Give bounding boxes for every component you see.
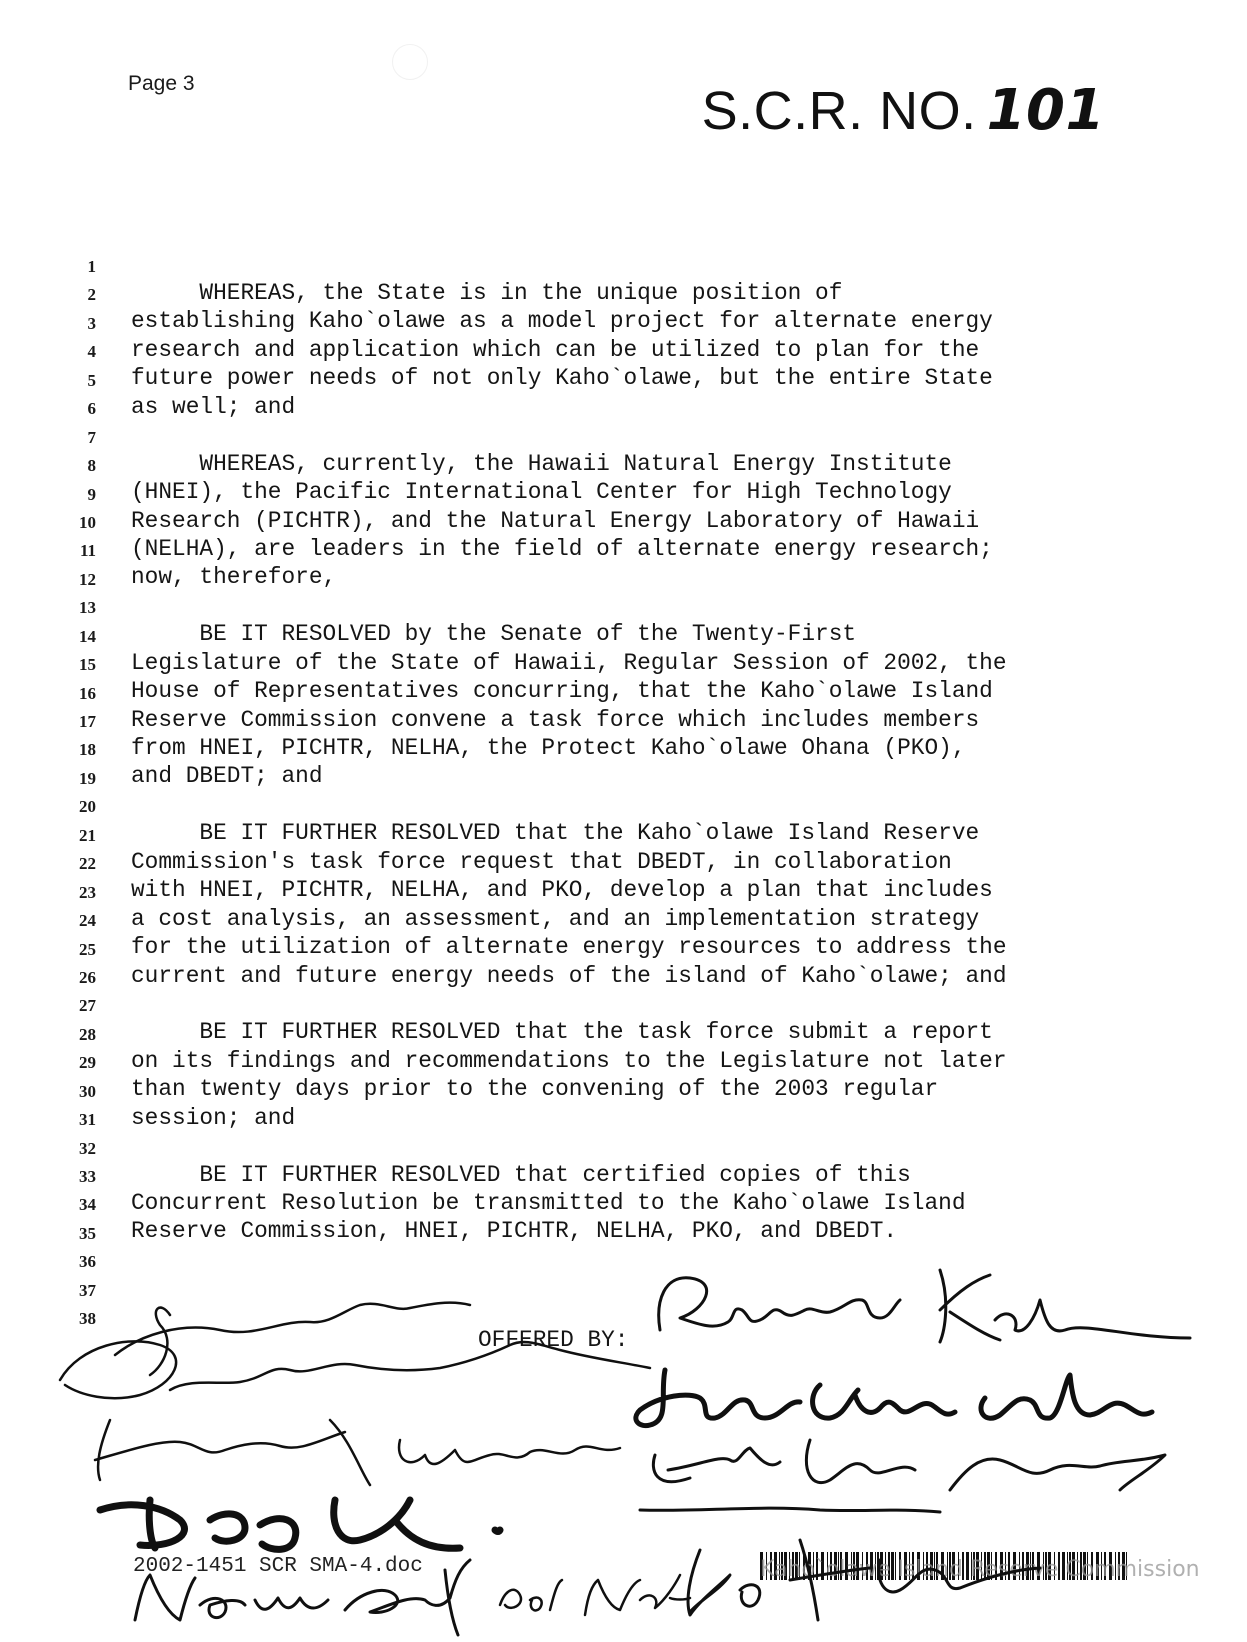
line-number: 22 xyxy=(79,854,96,874)
text-line: than twenty days prior to the convening of the 2003 regular xyxy=(131,1076,939,1103)
line-number: 20 xyxy=(79,797,96,817)
text-line: as well; and xyxy=(131,393,296,420)
line-number: 26 xyxy=(79,967,96,987)
text-line: Research (PICHTR), and the Natural Energy Laboratory of Hawaii xyxy=(131,507,980,534)
line-number: 16 xyxy=(79,683,96,703)
line-number: 23 xyxy=(79,882,96,902)
text-line: Legislature of the State of Hawaii, Regular Session of 2002, the xyxy=(131,649,1007,676)
line-number: 24 xyxy=(79,911,96,931)
text-line: Reserve Commission, HNEI, PICHTR, NELHA, PKO, and DBEDT. xyxy=(131,1218,898,1245)
line-number: 36 xyxy=(79,1252,96,1272)
line-number: 7 xyxy=(87,427,96,447)
signature-8 xyxy=(500,1575,690,1615)
signature-5 xyxy=(95,1420,620,1485)
line-number: 4 xyxy=(87,342,96,362)
line-number: 33 xyxy=(79,1167,96,1186)
text-line: (HNEI), the Pacific International Center for High Technology xyxy=(131,479,952,506)
line-number: 10 xyxy=(79,512,96,532)
signature-2 xyxy=(636,1370,1152,1426)
line-number: 29 xyxy=(79,1053,96,1073)
text-line: future power needs of not only Kaho`olawe, but the entire State xyxy=(131,365,993,392)
text-line: BE IT FURTHER RESOLVED that the task force submit a report xyxy=(131,1019,993,1046)
text-line: research and application which can be utilized to plan for the xyxy=(131,336,980,363)
text-line: WHEREAS, the State is in the unique position of xyxy=(131,280,843,306)
resolution-prefix: S.C.R. NO. xyxy=(701,81,977,141)
resolution-number-value: 101 xyxy=(986,78,1105,143)
document-id: 2002-1451 SCR SMA-4.doc xyxy=(133,1555,423,1578)
text-line: WHEREAS, currently, the Hawaii Natural Energy Institute xyxy=(131,450,952,477)
text-line: (NELHA), are leaders in the field of alternate energy research; xyxy=(131,535,993,562)
line-number: 12 xyxy=(79,569,96,589)
text-line: now, therefore, xyxy=(131,564,337,591)
line-number: 34 xyxy=(79,1195,96,1215)
line-number: 17 xyxy=(79,712,96,731)
line-number: 14 xyxy=(79,626,96,646)
resolution-paragraph xyxy=(131,450,1131,592)
line-number-column xyxy=(62,253,96,1334)
line-number: 31 xyxy=(79,1110,96,1130)
line-number: 25 xyxy=(79,939,96,959)
archive-watermark: Kaho`olawe Island Reserve Commission xyxy=(760,1557,1200,1582)
line-number: 1 xyxy=(87,257,96,276)
text-line: Reserve Commission convene a task force which includes members xyxy=(131,706,980,733)
line-number: 11 xyxy=(79,541,96,561)
text-line: Commission's task force request that DBEDT, in collaboration xyxy=(131,848,952,875)
line-number: 32 xyxy=(79,1138,96,1158)
resolution-body xyxy=(131,279,1131,1246)
line-number: 30 xyxy=(79,1081,96,1101)
line-number: 18 xyxy=(79,740,96,760)
text-line: establishing Kaho`olawe as a model project for alternate energy xyxy=(131,308,993,335)
line-number: 8 xyxy=(87,456,96,476)
resolution-paragraph xyxy=(131,620,1131,791)
line-number: 9 xyxy=(87,484,96,504)
text-line: BE IT RESOLVED by the Senate of the Twenty-First xyxy=(131,621,857,648)
text-line: for the utilization of alternate energy resources to address the xyxy=(131,934,1007,961)
offered-by-label: OFFERED BY: xyxy=(478,1327,629,1353)
text-line: BE IT FURTHER RESOLVED that certified copies of this xyxy=(131,1161,911,1188)
text-line: from HNEI, PICHTR, NELHA, the Protect Kaho`olawe Ohana (PKO), xyxy=(131,735,966,761)
line-number: 28 xyxy=(79,1024,96,1044)
punch-hole-mark xyxy=(392,44,428,80)
text-line: a cost analysis, an assessment, and an implementation strategy xyxy=(131,905,980,932)
line-number: 19 xyxy=(79,768,96,788)
text-line: and DBEDT; and xyxy=(131,763,323,790)
text-line: session; and xyxy=(131,1104,296,1131)
signature-3 xyxy=(640,1440,1165,1512)
line-number: 6 xyxy=(87,399,96,419)
line-number: 15 xyxy=(79,655,96,675)
resolution-paragraph xyxy=(131,1161,1131,1246)
resolution-paragraph xyxy=(131,279,1131,421)
line-number: 2 xyxy=(87,285,96,305)
line-number: 27 xyxy=(79,996,96,1016)
line-number: 35 xyxy=(79,1223,96,1243)
signature-6 xyxy=(100,1500,500,1549)
text-line: Concurrent Resolution be transmitted to the Kaho`olawe Island xyxy=(131,1190,966,1216)
resolution-paragraph xyxy=(131,819,1131,990)
line-number: 3 xyxy=(87,313,96,333)
signature-1 xyxy=(659,1270,1190,1342)
line-number: 21 xyxy=(79,825,96,845)
text-line: on its findings and recommendations to the Legislature not later xyxy=(131,1047,1007,1074)
line-number: 37 xyxy=(79,1280,96,1300)
resolution-number xyxy=(702,78,1105,143)
page-label: Page 3 xyxy=(128,72,195,95)
text-line: with HNEI, PICHTR, NELHA, and PKO, develop a plan that includes xyxy=(131,877,993,904)
text-line: House of Representatives concurring, that the Kaho`olawe Island xyxy=(131,678,993,705)
line-number: 5 xyxy=(87,370,96,390)
line-number: 13 xyxy=(79,598,96,618)
text-line: BE IT FURTHER RESOLVED that the Kaho`olawe Island Reserve xyxy=(131,820,980,847)
line-number: 38 xyxy=(79,1309,96,1329)
resolution-paragraph xyxy=(131,1018,1131,1132)
text-line: current and future energy needs of the island of Kaho`olawe; and xyxy=(131,962,1007,989)
